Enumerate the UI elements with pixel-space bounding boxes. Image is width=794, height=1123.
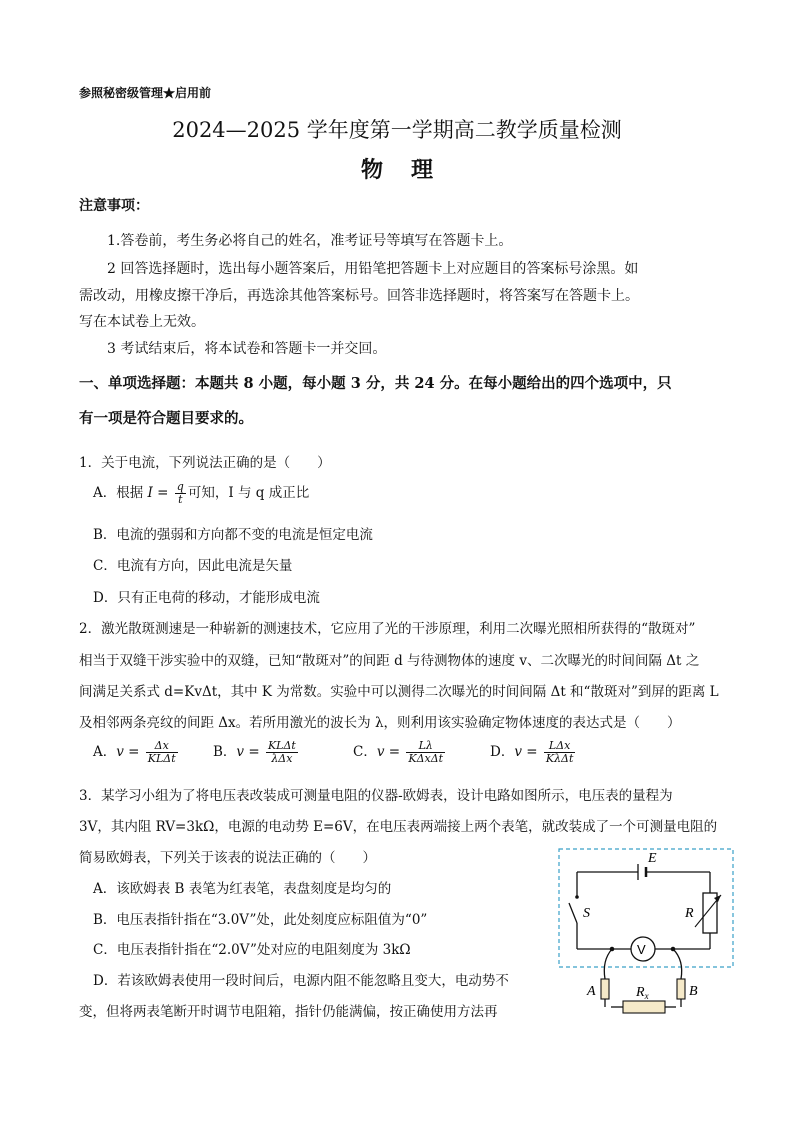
label-B: B: [689, 984, 698, 999]
q2-option-d: [490, 740, 577, 765]
exam-title: 2024—2025 学年度第一学期高二教学质量检测: [172, 118, 622, 142]
q2-b-label: B．: [213, 744, 237, 760]
q1-a-eq: =: [152, 485, 173, 501]
q2-a-label: A．: [93, 744, 117, 760]
q2-b-fraction: [266, 740, 298, 765]
lead-B: [673, 949, 682, 979]
q2-d-label: D．: [490, 744, 515, 760]
q2-a-v: v =: [116, 744, 144, 760]
label-Rx: [635, 985, 649, 1001]
probe-A: [601, 979, 609, 999]
q2-c-den: KΔxΔt: [408, 752, 444, 765]
q2-b-num: KLΔt: [267, 739, 296, 752]
label-R: R: [685, 906, 694, 921]
q3-option-a: A．该欧姆表 B 表笔为红表笔，表盘刻度是均匀的: [93, 881, 392, 897]
circuit-diagram: [555, 845, 745, 1035]
q2-d-den: KλΔt: [545, 752, 574, 765]
q2-line4: 及相邻两条亮纹的间距 Δx。若所用激光的波长为 λ，则利用该实验确定物体速度的表达式是（ ）: [79, 715, 681, 731]
notes-heading: 注意事项：: [79, 198, 149, 214]
q2-d-num: LΔx: [544, 740, 576, 753]
confidential-label: 参照秘密级管理★启用前: [79, 86, 212, 100]
switch-blade: [569, 903, 577, 923]
q2-b-v: v =: [236, 744, 264, 760]
q1-a-fraction: [175, 481, 186, 506]
q1-a-I: I: [147, 485, 153, 501]
q1-a-numerator: q: [176, 480, 184, 493]
q3-line2: 3V，其内阻 RV=3kΩ，电源的电动势 E=6V，在电压表两端接上两个表笔，就改装成了一个可测量电阻的: [79, 819, 718, 835]
q2-a-fraction: [146, 740, 178, 765]
subject-title: 物理: [360, 157, 461, 183]
q2-a-num: Δx: [146, 740, 178, 753]
rheostat-body: [703, 893, 717, 933]
q2-option-a: [93, 740, 180, 765]
switch-pivot: [575, 895, 579, 899]
note-item-1: 1.答卷前，考生务必将自己的姓名，准考证号等填写在答题卡上。: [107, 233, 513, 249]
q1-stem: 1．关于电流，下列说法正确的是（ ）: [79, 455, 331, 471]
q1-option-d: D．只有正电荷的移动，才能形成电流: [93, 590, 320, 606]
q2-a-den: KLΔt: [147, 752, 176, 765]
note-item-2-end: 写在本试卷上无效。: [79, 314, 205, 330]
probe-B: [677, 979, 685, 999]
q2-line3: 间满足关系式 d=KvΔt，其中 K 为常数。实验中可以测得二次曝光的时间间隔 Δt 和“散斑对”到屏的距离 L: [79, 684, 719, 700]
q3-line3: 简易欧姆表，下列关于该表的说法正确的（ ）: [79, 850, 376, 866]
q3-option-d-line1: D．若该欧姆表使用一段时间后，电源内阻不能忽略且变大，电动势不: [93, 973, 509, 989]
q2-c-label: C．: [353, 744, 377, 760]
q1-option-a: [93, 481, 309, 506]
lead-A: [604, 949, 612, 979]
label-E: E: [648, 851, 657, 866]
label-S: S: [583, 906, 590, 921]
q1-a-prefix: A．根据: [93, 485, 148, 501]
q3-option-d-line2: 变，但将两表笔断开时调节电阻箱，指针仍能满偏，按正确使用方法再: [79, 1004, 498, 1020]
q2-option-c: [353, 740, 447, 765]
section-heading-line1: 一、单项选择题：本题共 8 小题，每小题 3 分，共 24 分。在每小题给出的四个选项中，只: [79, 375, 672, 392]
q2-c-fraction: [406, 740, 445, 765]
note-item-3: 3 考试结束后，将本试卷和答题卡一并交回。: [107, 341, 387, 357]
q3-option-b: B．电压表指针指在“3.0V”处，此处刻度应标阻值为“0”: [93, 912, 428, 928]
q2-line1: 2．激光散斑测速是一种崭新的测速技术，它应用了光的干涉原理，利用二次曝光照相所获得的“散斑对”: [79, 621, 696, 637]
q2-option-b: [213, 740, 300, 765]
rx-body: [623, 1001, 665, 1013]
q2-d-v: v =: [514, 744, 542, 760]
label-Rx-sub: x: [644, 991, 649, 1001]
note-item-2: 2 回答选择题时，选出每小题答案后，用铅笔把答题卡上对应题目的答案标号涂黑。如: [107, 261, 639, 277]
q1-a-denominator: t: [178, 493, 183, 506]
q1-option-c: C．电流有方向，因此电流是矢量: [93, 558, 293, 574]
q1-a-suffix: 可知，I 与 q 成正比: [187, 485, 310, 501]
q3-option-c: C．电压表指针指在“2.0V”处对应的电阻刻度为 3kΩ: [93, 942, 411, 958]
label-V: V: [637, 942, 646, 957]
label-A: A: [587, 984, 596, 999]
label-Rx-main: R: [636, 985, 645, 1000]
q1-option-b: B．电流的强弱和方向都不变的电流是恒定电流: [93, 527, 373, 543]
q2-b-den: λΔx: [271, 752, 293, 765]
q3-line1: 3．某学习小组为了将电压表改装成可测量电阻的仪器-欧姆表，设计电路如图所示，电压表的量程为: [79, 788, 673, 804]
q2-d-fraction: [544, 740, 576, 765]
q2-c-num: Lλ: [406, 740, 445, 753]
q2-line2: 相当于双缝干涉实验中的双缝，已知“散斑对”的间距 d 与待测物体的速度 v、二次曝光的时间间隔 Δt 之: [79, 653, 700, 669]
q2-c-v: v =: [376, 744, 405, 760]
note-item-2-cont: 需改动，用橡皮擦干净后，再选涂其他答案标号。回答非选择题时，将答案写在答题卡上。: [79, 288, 639, 304]
section-heading-line2: 有一项是符合题目要求的。: [79, 410, 253, 427]
